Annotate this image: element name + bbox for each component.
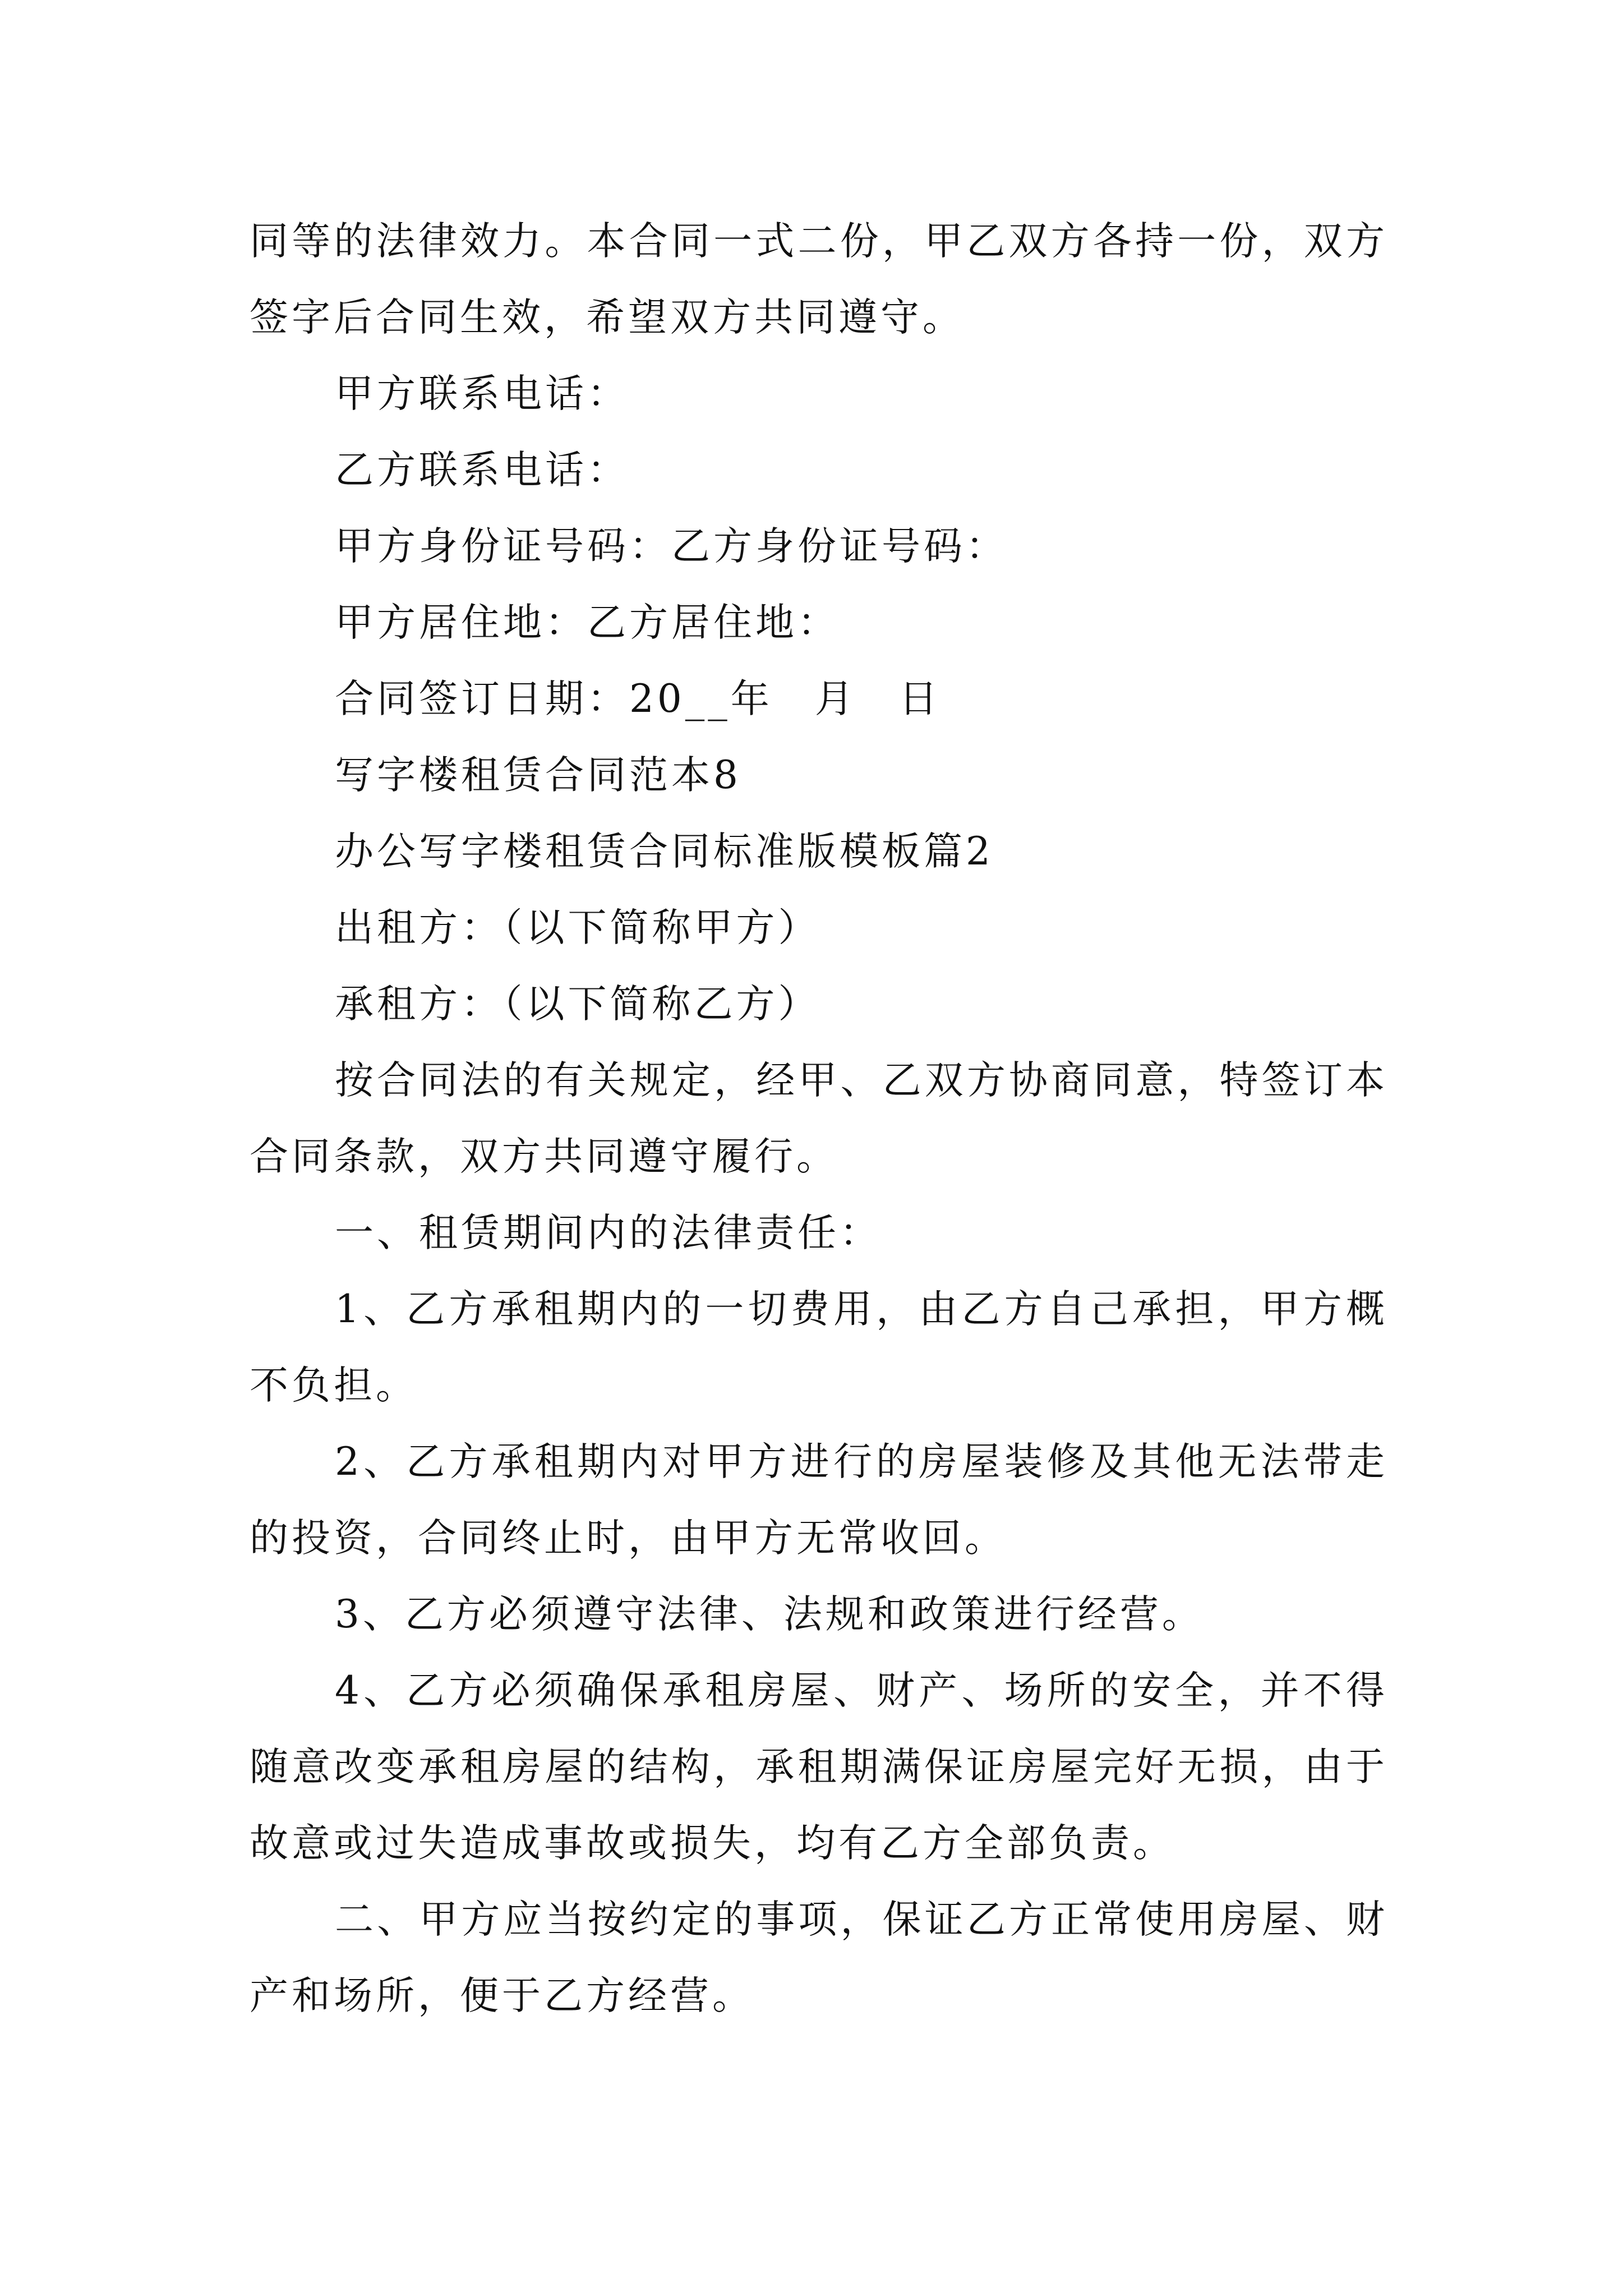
paragraph-contract-effect: 同等的法律效力。本合同一式二份，甲乙双方各持一份，双方签字后合同生效，希望双方共同遵守。 <box>250 219 1388 340</box>
paragraph-section-two: 二、甲方应当按约定的事项，保证乙方正常使用房屋、财产和场所，便于乙方经营。 <box>250 1897 1388 2018</box>
paragraph-template-8-title: 写字楼租赁合同范本8 <box>335 753 741 798</box>
paragraph-party-a-phone: 甲方联系电话： <box>335 371 629 416</box>
paragraph-lessor: 出租方：（以下简称甲方） <box>335 905 820 950</box>
paragraph-lessee: 承租方：（以下简称乙方） <box>335 982 820 1027</box>
paragraph-clause-1: 1、乙方承租期内的一切费用，由乙方自己承担，甲方概不负担。 <box>250 1287 1388 1408</box>
paragraph-preamble: 按合同法的有关规定，经甲、乙双方协商同意，特签订本合同条款，双方共同遵守履行。 <box>250 1058 1388 1179</box>
document-body <box>250 203 1388 2034</box>
paragraph-residences: 甲方居住地：乙方居住地： <box>335 600 840 645</box>
paragraph-signing-date: 合同签订日期：20__年 月 日 <box>335 677 941 721</box>
paragraph-clause-4: 4、乙方必须确保承租房屋、财产、场所的安全，并不得随意改变承租房屋的结构，承租期满保证房屋完好无损，由于故意或过失造成事故或损失，均有乙方全部负责。 <box>250 1668 1388 1866</box>
paragraph-section-one-heading: 一、租赁期间内的法律责任： <box>335 1211 882 1255</box>
paragraph-clause-2: 2、乙方承租期内对甲方进行的房屋装修及其他无法带走的投资，合同终止时，由甲方无常收回。 <box>250 1439 1388 1561</box>
paragraph-template-2-title: 办公写字楼租赁合同标准版模板篇2 <box>335 829 994 874</box>
paragraph-id-numbers: 甲方身份证号码：乙方身份证号码： <box>335 524 1008 569</box>
paragraph-clause-3: 3、乙方必须遵守法律、法规和政策进行经营。 <box>335 1592 1204 1637</box>
paragraph-party-b-phone: 乙方联系电话： <box>335 448 629 493</box>
